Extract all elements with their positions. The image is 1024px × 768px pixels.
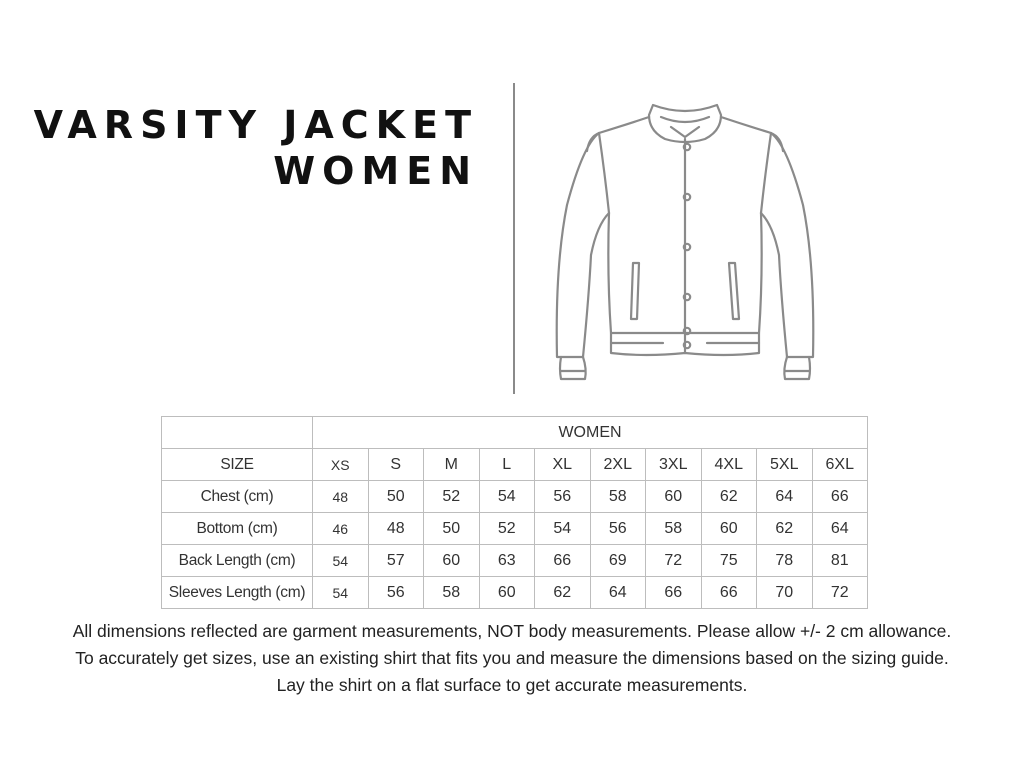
table-cell: 48 bbox=[368, 513, 424, 545]
table-cell: 60 bbox=[479, 577, 535, 609]
size-header-cell: M bbox=[424, 449, 480, 481]
table-cell: 62 bbox=[757, 513, 813, 545]
note-line-1: All dimensions reflected are garment measurements, NOT body measurements. Please allow +/- 2 cm allowance. bbox=[72, 621, 952, 641]
size-header-cell: 2XL bbox=[590, 449, 646, 481]
title-line-2: WOMEN bbox=[273, 149, 478, 193]
table-cell: 78 bbox=[757, 545, 813, 577]
note-line-3: Lay the shirt on a flat surface to get accurate measurements. bbox=[276, 675, 748, 695]
table-cell: 52 bbox=[424, 481, 480, 513]
table-cell: 60 bbox=[646, 481, 702, 513]
size-header-cell: L bbox=[479, 449, 535, 481]
table-cell: 54 bbox=[479, 481, 535, 513]
size-label: SIZE bbox=[162, 449, 313, 481]
vertical-divider bbox=[513, 83, 515, 394]
table-cell: 63 bbox=[479, 545, 535, 577]
table-cell: 50 bbox=[368, 481, 424, 513]
table-cell: 75 bbox=[701, 545, 757, 577]
table-cell: 62 bbox=[535, 577, 591, 609]
page-title bbox=[34, 102, 478, 194]
table-cell: 60 bbox=[424, 545, 480, 577]
table-row bbox=[162, 481, 868, 513]
size-chart-table bbox=[161, 416, 868, 609]
size-header-row bbox=[162, 449, 868, 481]
table-cell: 56 bbox=[368, 577, 424, 609]
table-corner-cell bbox=[162, 417, 313, 449]
table-cell: 50 bbox=[424, 513, 480, 545]
table-cell: 62 bbox=[701, 481, 757, 513]
table-row bbox=[162, 513, 868, 545]
table-cell: 66 bbox=[646, 577, 702, 609]
size-header-cell: S bbox=[368, 449, 424, 481]
table-cell: 64 bbox=[590, 577, 646, 609]
table-cell: 66 bbox=[535, 545, 591, 577]
note-line-2: To accurately get sizes, use an existing shirt that fits you and measure the dimensions based on the sizing guide. bbox=[75, 648, 949, 668]
size-header-cell: 6XL bbox=[812, 449, 868, 481]
table-cell: 52 bbox=[479, 513, 535, 545]
table-cell: 60 bbox=[701, 513, 757, 545]
table-cell: 54 bbox=[313, 577, 369, 609]
table-cell: 72 bbox=[812, 577, 868, 609]
row-label: Back Length (cm) bbox=[162, 545, 313, 577]
table-cell: 56 bbox=[590, 513, 646, 545]
table-cell: 66 bbox=[812, 481, 868, 513]
table-cell: 64 bbox=[812, 513, 868, 545]
row-label: Sleeves Length (cm) bbox=[162, 577, 313, 609]
size-header-cell: 4XL bbox=[701, 449, 757, 481]
table-row bbox=[162, 577, 868, 609]
table-cell: 54 bbox=[535, 513, 591, 545]
table-cell: 58 bbox=[646, 513, 702, 545]
table-cell: 69 bbox=[590, 545, 646, 577]
table-cell: 58 bbox=[590, 481, 646, 513]
table-cell: 64 bbox=[757, 481, 813, 513]
group-header: WOMEN bbox=[313, 417, 868, 449]
table-row bbox=[162, 545, 868, 577]
varsity-jacket-icon bbox=[545, 95, 825, 390]
size-header-cell: 5XL bbox=[757, 449, 813, 481]
table-cell: 54 bbox=[313, 545, 369, 577]
table-cell: 48 bbox=[313, 481, 369, 513]
table-cell: 46 bbox=[313, 513, 369, 545]
title-line-1: VARSITY JACKET bbox=[33, 103, 478, 147]
table-cell: 70 bbox=[757, 577, 813, 609]
table-cell: 66 bbox=[701, 577, 757, 609]
measurement-notes bbox=[0, 618, 1024, 699]
row-label: Chest (cm) bbox=[162, 481, 313, 513]
size-header-cell: XL bbox=[535, 449, 591, 481]
size-header-cell: 3XL bbox=[646, 449, 702, 481]
table-cell: 56 bbox=[535, 481, 591, 513]
size-header-cell: XS bbox=[313, 449, 369, 481]
table-cell: 57 bbox=[368, 545, 424, 577]
table-cell: 58 bbox=[424, 577, 480, 609]
table-cell: 72 bbox=[646, 545, 702, 577]
row-label: Bottom (cm) bbox=[162, 513, 313, 545]
table-cell: 81 bbox=[812, 545, 868, 577]
